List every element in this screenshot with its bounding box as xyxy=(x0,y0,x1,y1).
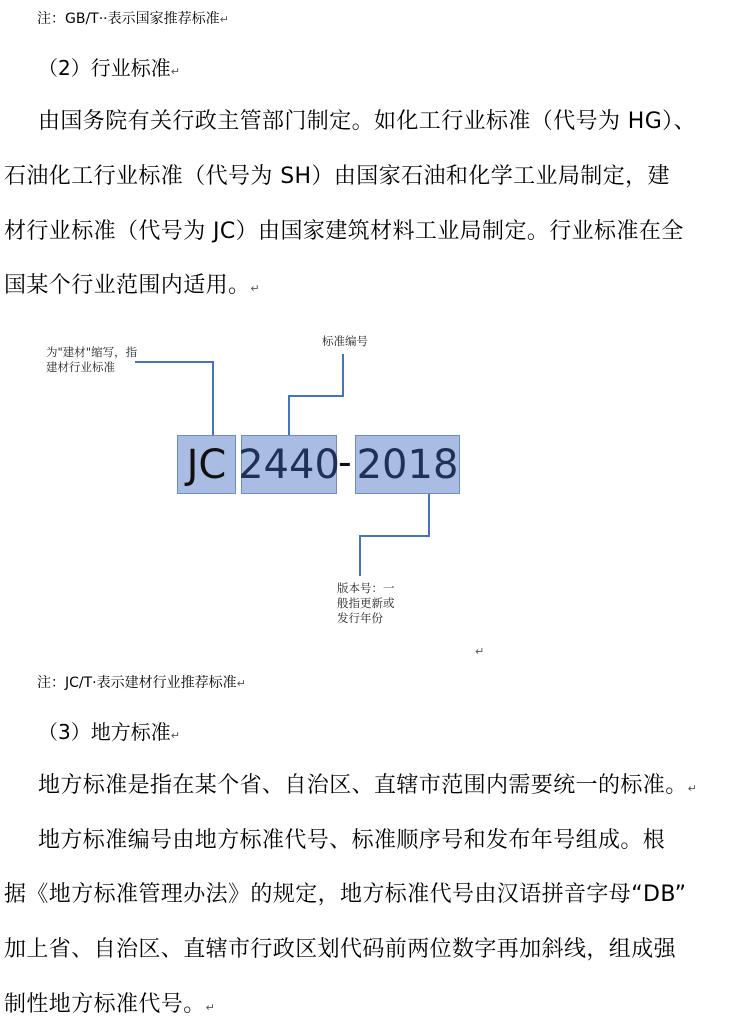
code-prefix-box: JC xyxy=(177,435,236,494)
connector-year-h xyxy=(359,535,430,537)
note-jc-t-text: 注：JC/T·表示建材行业推荐标准 xyxy=(37,675,237,691)
section-3-paragraph-2-line-1: 地方标准编号由地方标准代号、标准顺序号和发布年号组成。根 xyxy=(38,828,666,853)
paragraph-mark: ↵ xyxy=(250,282,261,295)
section-2-heading xyxy=(38,52,180,81)
section-3-paragraph-2-line-2: 据《地方标准管理办法》的规定，地方标准代号由汉语拼音字母“DB” xyxy=(4,882,687,907)
note-gb-t-text: 注：GB/T··表示国家推荐标准 xyxy=(37,11,220,27)
note-jc-t xyxy=(37,672,246,692)
section-3-paragraph-1 xyxy=(38,768,697,799)
dash: - xyxy=(338,440,352,484)
paragraph-mark: ↵ xyxy=(236,677,246,690)
section-2-paragraph-line-1: 由国务院有关行政主管部门制定。如化工行业标准（代号为 HG）、 xyxy=(38,109,696,134)
section-3-paragraph-2-line-3: 加上省、自治区、直辖市行政区划代码前两位数字再加斜线，组成强 xyxy=(4,937,677,962)
section-3-heading-text: （3）地方标准 xyxy=(38,720,171,744)
connector-year-v2 xyxy=(359,535,361,576)
section-3-paragraph-1-text: 地方标准是指在某个省、自治区、直辖市范围内需要统一的标准。 xyxy=(38,773,688,798)
section-2-heading-text: （2）行业标准 xyxy=(38,56,171,80)
connector-number-v2 xyxy=(288,395,290,435)
section-3-heading xyxy=(38,716,180,745)
section-2-paragraph-line-3: 材行业标准（代号为 JC）由国家建筑材料工业局制定。行业标准在全 xyxy=(4,219,684,244)
paragraph-mark: ↵ xyxy=(205,1001,216,1014)
note-gb-t xyxy=(37,8,229,28)
paragraph-mark: ↵ xyxy=(170,729,180,742)
section-2-paragraph-line-4 xyxy=(4,268,260,299)
connector-prefix-h xyxy=(135,361,213,363)
section-3-paragraph-2-line-4 xyxy=(4,987,215,1018)
label-year: 版本号：一般指更新或发行年份 xyxy=(337,581,395,625)
paragraph-mark: ↵ xyxy=(687,782,698,795)
section-2-paragraph-line-4-text: 国某个行业范围内适用。 xyxy=(4,273,251,298)
connector-number-v1 xyxy=(342,354,344,396)
connector-year-v1 xyxy=(428,494,430,537)
paragraph-mark: ↵ xyxy=(475,645,485,658)
year-box: 2018 xyxy=(355,435,460,494)
label-prefix: 为"建材"缩写，指建材行业标准 xyxy=(46,345,138,374)
section-3-paragraph-2-line-4-text: 制性地方标准代号。 xyxy=(4,992,206,1017)
standard-number-box: 2440 xyxy=(241,435,337,494)
connector-prefix-v xyxy=(212,361,214,435)
label-number: 标准编号 xyxy=(322,334,368,348)
paragraph-mark: ↵ xyxy=(170,65,180,78)
section-2-paragraph-line-2: 石油化工行业标准（代号为 SH）由国家石油和化学工业局制定，建 xyxy=(4,164,670,189)
connector-number-h xyxy=(288,395,344,397)
paragraph-mark: ↵ xyxy=(219,13,229,26)
